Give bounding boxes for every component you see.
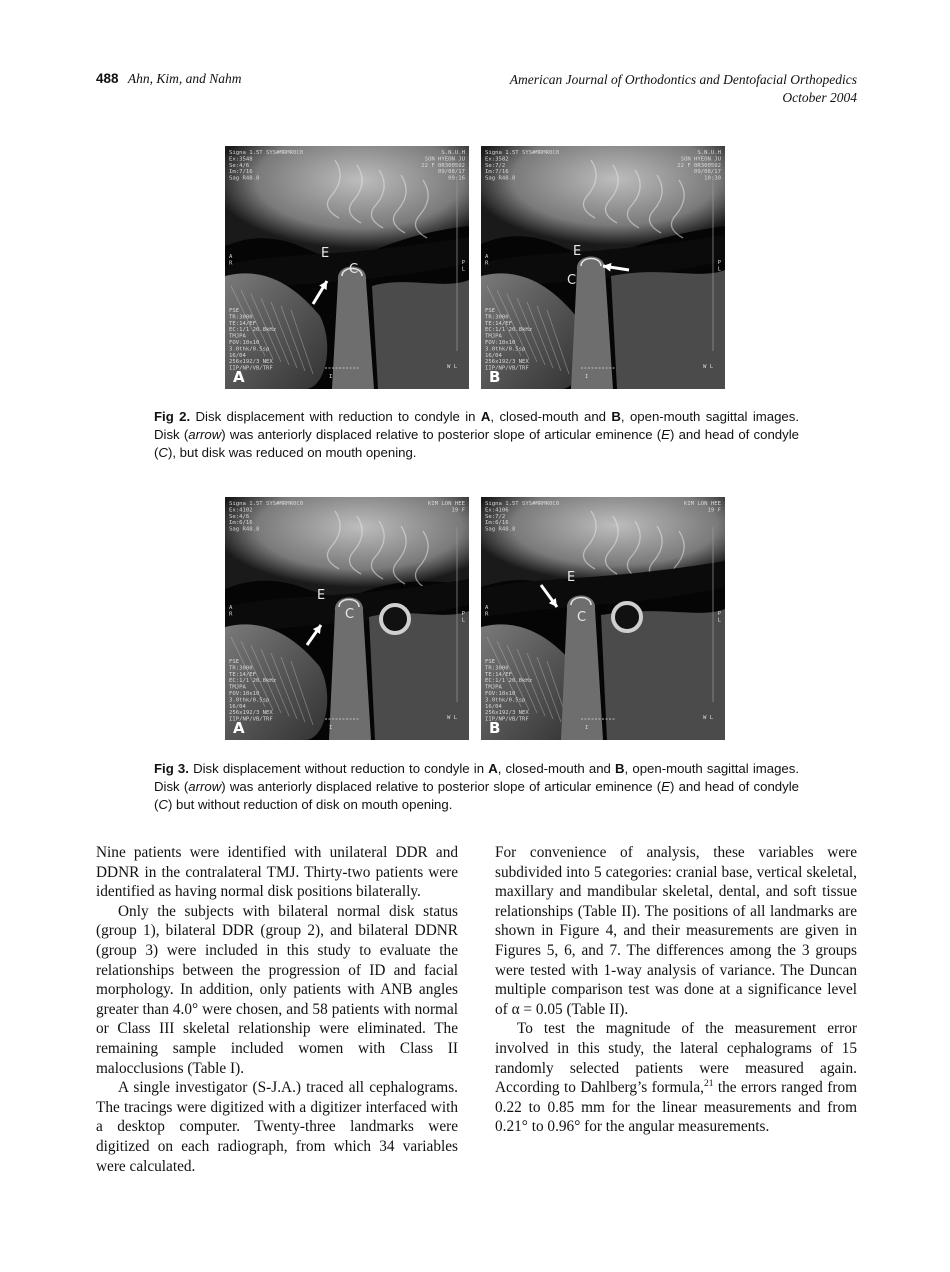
- paragraph-text: For convenience of analysis, these variables were subdivided into 5 categories: cranial base, vertical skeletal, maxillary and mandibular skeletal, dental, and soft tissue relationships (Table II). The positions of all landmarks are shown in Figure 4, and their measurements are given in Figures 5, 6, and 7. The differences among the 3 groups were tested with 1-way analysis of variance. The Duncan multiple comparison test was done at a significance level of α = 0.05 (Table II).: [495, 844, 857, 1018]
- caption-text: ) was anteriorly displaced relative to posterior slope of articular eminence (: [221, 427, 662, 442]
- scanner-info-bottom-left: FSE: [485, 659, 496, 665]
- scanner-info-top-left: Sag R48.8: [229, 526, 260, 533]
- mri-panel-a: [225, 497, 469, 740]
- panel-letter: A: [233, 719, 245, 737]
- citation-superscript: 21: [703, 1079, 714, 1090]
- eminence-label: E: [317, 588, 326, 603]
- scanner-info-bottom-left: 3.0thk/0.5sp: [229, 697, 270, 704]
- caption-text: C: [158, 797, 168, 812]
- mri-panel-a: [225, 146, 469, 389]
- scanner-info-bottom-left: TR:3000: [229, 665, 253, 672]
- scanner-info-top-left: Im:6/16: [485, 520, 509, 527]
- running-header-right: [510, 71, 857, 107]
- scanner-info-bottom-left: 3.0thk/0.5sp: [485, 697, 526, 704]
- caption-text: B: [611, 409, 621, 424]
- caption-text: A: [480, 409, 491, 424]
- body-paragraph: [96, 1078, 458, 1176]
- scanner-info-top-right: 19 F: [707, 507, 721, 514]
- caption-text: ) and head of condyle (: [154, 779, 799, 812]
- orientation-marker-left: A: [485, 254, 489, 260]
- orientation-marker-right: P: [717, 611, 721, 617]
- scanner-info-top-left: Ex:3582: [485, 156, 509, 163]
- mri-panel-b: [481, 497, 725, 740]
- scanner-info-bottom-left: TE:14/EF: [485, 671, 512, 678]
- window-level-marker: W L: [703, 715, 714, 721]
- orientation-marker-left: A: [485, 605, 489, 611]
- paragraph-text: To test the magnitude of the measurement error involved in this study, the lateral cephalograms of 15 randomly selected patients were measured again. According to Dahlberg’s formula,: [495, 1020, 857, 1097]
- caption-text: arrow: [188, 779, 222, 794]
- orientation-marker-left: A: [229, 254, 233, 260]
- scanner-info-bottom-left: TE:14/EF: [229, 671, 256, 678]
- scanner-info-bottom-left: EC:1/1 20.8kHz: [485, 678, 533, 685]
- body-paragraph: [96, 902, 458, 1078]
- external-auditory-canal: [613, 603, 641, 631]
- scanner-info-top-left: Signa 1.5T SYS#MRMR0C0: [229, 150, 304, 156]
- scanner-info-bottom-left: TR:3000: [485, 314, 509, 321]
- caption-text: A: [488, 761, 498, 776]
- scale-marker: I: [329, 725, 333, 731]
- caption-text: B: [615, 761, 625, 776]
- scanner-info-top-left: Sag R48.8: [485, 175, 516, 182]
- caption-text: , open-mouth sagittal images. Disk (: [154, 409, 800, 442]
- scanner-info-bottom-left: IIP/NP/VB/TRF: [229, 365, 273, 372]
- orientation-marker-right: L: [461, 266, 465, 273]
- scanner-info-bottom-left: TE:14/EF: [229, 320, 256, 327]
- scanner-info-bottom-left: 16/04: [229, 703, 246, 710]
- scanner-info-top-right: 09/08/17: [694, 169, 721, 176]
- scanner-info-top-right: SON HYEON JU: [424, 156, 465, 163]
- scanner-info-bottom-left: TMJPA: [229, 684, 246, 691]
- scanner-info-top-right: SON HYEON JU: [680, 156, 721, 163]
- caption-text: ), but disk was reduced on mouth opening.: [167, 445, 417, 460]
- figure-3-caption: [154, 760, 799, 814]
- scanner-info-top-right: KIM LON HEE: [683, 501, 721, 507]
- scanner-info-top-left: Signa 1.5T SYS#MRMR0C0: [485, 501, 560, 507]
- scanner-info-bottom-left: FOV:10x10: [229, 691, 260, 697]
- scanner-info-top-left: Ex:4106: [485, 507, 509, 514]
- scanner-info-bottom-left: IIP/NP/VB/TRF: [485, 716, 529, 723]
- scanner-info-bottom-left: 16/04: [485, 703, 502, 710]
- caption-label: Fig 2.: [154, 409, 191, 424]
- scanner-info-bottom-left: 3.0thk/0.5sp: [229, 346, 270, 353]
- eminence-label: E: [573, 244, 582, 259]
- scanner-info-top-right: 09:16: [448, 175, 465, 182]
- panel-letter: B: [489, 719, 501, 737]
- scanner-info-bottom-left: 3.0thk/0.5sp: [485, 346, 526, 353]
- scanner-info-bottom-left: FSE: [229, 308, 240, 314]
- scanner-info-bottom-left: TMJPA: [485, 333, 502, 340]
- scanner-info-top-left: Se:4/6: [229, 162, 250, 169]
- scanner-info-top-right: 22 F 0R300592: [677, 162, 721, 169]
- orientation-marker-right: P: [717, 260, 721, 266]
- scanner-info-top-left: Im:7/16: [485, 169, 509, 176]
- window-level-marker: W L: [703, 364, 714, 370]
- scanner-info-bottom-left: TMJPA: [229, 333, 246, 340]
- orientation-marker-right: L: [717, 617, 721, 624]
- scanner-info-bottom-left: TE:14/EF: [485, 320, 512, 327]
- condyle-label: C: [577, 610, 587, 625]
- caption-text: Disk displacement with reduction to condyle in: [190, 409, 481, 424]
- orientation-marker-right: L: [717, 266, 721, 273]
- scale-marker: I: [585, 374, 589, 380]
- body-paragraph: [96, 843, 458, 902]
- scanner-info-top-left: Signa 1.5T SYS#MRMR0C0: [229, 501, 304, 507]
- caption-text: ) was anteriorly displaced relative to posterior slope of articular eminence (: [221, 779, 662, 794]
- scanner-info-bottom-left: 256x192/3 NEX: [229, 710, 273, 717]
- scanner-info-bottom-left: 256x192/3 NEX: [229, 359, 273, 366]
- running-authors: Ahn, Kim, and Nahm: [127, 71, 242, 86]
- paragraph-text: Only the subjects with bilateral normal disk status (group 1), bilateral DDR (group 2), and bilateral DDNR (group 3) were included in this study to evaluate the relationships between the progression of ID and facial morphology. In addition, only patients with ANB angles greater than 4.0° were chosen, and 58 patients with normal or Class III skeletal relationship were eliminated. The remaining sample included women with Class II malocclusions (Table I).: [96, 902, 458, 1077]
- caption-label: Fig 3.: [154, 761, 189, 776]
- scanner-info-top-left: Se:7/2: [485, 513, 506, 520]
- panel-letter: A: [233, 368, 245, 386]
- scanner-info-top-left: Im:6/16: [229, 520, 253, 527]
- body-paragraph: [495, 1019, 857, 1137]
- scanner-info-top-left: Ex:3548: [229, 156, 253, 163]
- condyle-label: C: [349, 262, 359, 277]
- caption-text: Disk displacement without reduction to condyle in: [188, 761, 489, 776]
- scanner-info-bottom-left: TMJPA: [485, 684, 502, 691]
- scale-marker: I: [329, 374, 333, 380]
- scanner-info-top-right: S.N.U.H: [441, 150, 465, 156]
- scanner-info-top-left: Sag R48.8: [229, 175, 260, 182]
- panel-letter: B: [489, 368, 501, 386]
- scanner-info-top-left: Ex:4102: [229, 507, 253, 514]
- external-auditory-canal: [381, 605, 409, 633]
- caption-text: E: [661, 427, 670, 442]
- figure-3: [225, 497, 727, 740]
- scanner-info-top-left: Sag R48.8: [485, 526, 516, 533]
- scanner-info-bottom-left: FSE: [229, 659, 240, 665]
- paragraph-text: A single investigator (S-J.A.) traced all cephalograms. The tracings were digitized with a digitizer interfaced with a desktop computer. Twenty-three landmarks were digitized on each radiograph, from which 34 variables were calculated.: [96, 1079, 458, 1175]
- caption-text: ) but without reduction of disk on mouth opening.: [167, 797, 453, 812]
- scanner-info-bottom-left: EC:1/1 20.8kHz: [485, 327, 533, 334]
- scanner-info-bottom-left: FOV:10x10: [485, 340, 516, 346]
- scanner-info-top-right: 10:30: [704, 175, 721, 182]
- scanner-info-top-right: S.N.U.H: [697, 150, 721, 156]
- scanner-info-top-right: KIM LON HEE: [427, 501, 465, 507]
- scanner-info-bottom-left: 16/04: [485, 352, 502, 359]
- scanner-info-bottom-left: 256x192/3 NEX: [485, 359, 529, 366]
- body-column-left: [96, 843, 458, 1176]
- condyle-label: C: [567, 273, 577, 288]
- scanner-info-bottom-left: TR:3000: [485, 665, 509, 672]
- caption-text: ) and head of condyle (: [154, 427, 799, 460]
- orientation-marker-left: R: [485, 260, 489, 267]
- journal-title: American Journal of Orthodontics and Dentofacial Orthopedics: [509, 72, 857, 87]
- mri-panel-b: [481, 146, 725, 389]
- window-level-marker: W L: [447, 715, 458, 721]
- condyle-label: C: [345, 607, 355, 622]
- caption-text: C: [158, 445, 168, 460]
- scanner-info-top-left: Se:7/2: [485, 162, 506, 169]
- orientation-marker-left: R: [485, 611, 489, 618]
- caption-text: E: [661, 779, 670, 794]
- scanner-info-bottom-left: FOV:10x10: [229, 340, 260, 346]
- running-header-left: [96, 71, 242, 87]
- scanner-info-bottom-left: EC:1/1 20.8kHz: [229, 678, 277, 685]
- scanner-info-bottom-left: IIP/NP/VB/TRF: [485, 365, 529, 372]
- orientation-marker-right: L: [461, 617, 465, 624]
- body-paragraph: [495, 843, 857, 1019]
- scanner-info-bottom-left: 16/04: [229, 352, 246, 359]
- orientation-marker-right: P: [461, 611, 465, 617]
- scanner-info-bottom-left: 256x192/3 NEX: [485, 710, 529, 717]
- body-column-right: [495, 843, 857, 1137]
- scale-marker: I: [585, 725, 589, 731]
- scanner-info-bottom-left: IIP/NP/VB/TRF: [229, 716, 273, 723]
- caption-text: arrow: [188, 427, 222, 442]
- orientation-marker-left: A: [229, 605, 233, 611]
- eminence-label: E: [321, 246, 330, 261]
- scanner-info-bottom-left: EC:1/1 20.8kHz: [229, 327, 277, 334]
- scanner-info-top-right: 09/08/17: [438, 169, 465, 176]
- paragraph-text: Nine patients were identified with unilateral DDR and DDNR in the contralateral TMJ. Thirty-two patients were identified as having normal disk positions bilaterally.: [96, 844, 458, 901]
- scanner-info-top-right: 22 F 0R300592: [421, 162, 465, 169]
- window-level-marker: W L: [447, 364, 458, 370]
- scanner-info-top-left: Signa 1.5T SYS#MRMR0C0: [485, 150, 560, 156]
- scanner-info-top-left: Im:7/16: [229, 169, 253, 176]
- eminence-label: E: [567, 570, 576, 585]
- figure-2-caption: [154, 408, 799, 462]
- caption-text: , closed-mouth and: [490, 409, 612, 424]
- issue-date: October 2004: [782, 90, 857, 105]
- scanner-info-bottom-left: FOV:10x10: [485, 691, 516, 697]
- caption-text: , closed-mouth and: [497, 761, 616, 776]
- scanner-info-top-left: Se:4/6: [229, 513, 250, 520]
- scanner-info-bottom-left: TR:3000: [229, 314, 253, 321]
- scanner-info-top-right: 19 F: [451, 507, 465, 514]
- orientation-marker-right: P: [461, 260, 465, 266]
- orientation-marker-left: R: [229, 260, 233, 267]
- caption-text: , open-mouth sagittal images. Disk (: [154, 761, 799, 794]
- figure-2: [225, 146, 727, 389]
- orientation-marker-left: R: [229, 611, 233, 618]
- page-number: 488: [96, 71, 119, 86]
- paragraph-text: the errors ranged from 0.22 to 0.85 mm for the linear measurements and from 0.21° to 0.96° for the angular measurements.: [495, 1079, 857, 1136]
- parotid-region: [611, 270, 725, 389]
- parotid-region: [372, 280, 469, 389]
- scanner-info-bottom-left: FSE: [485, 308, 496, 314]
